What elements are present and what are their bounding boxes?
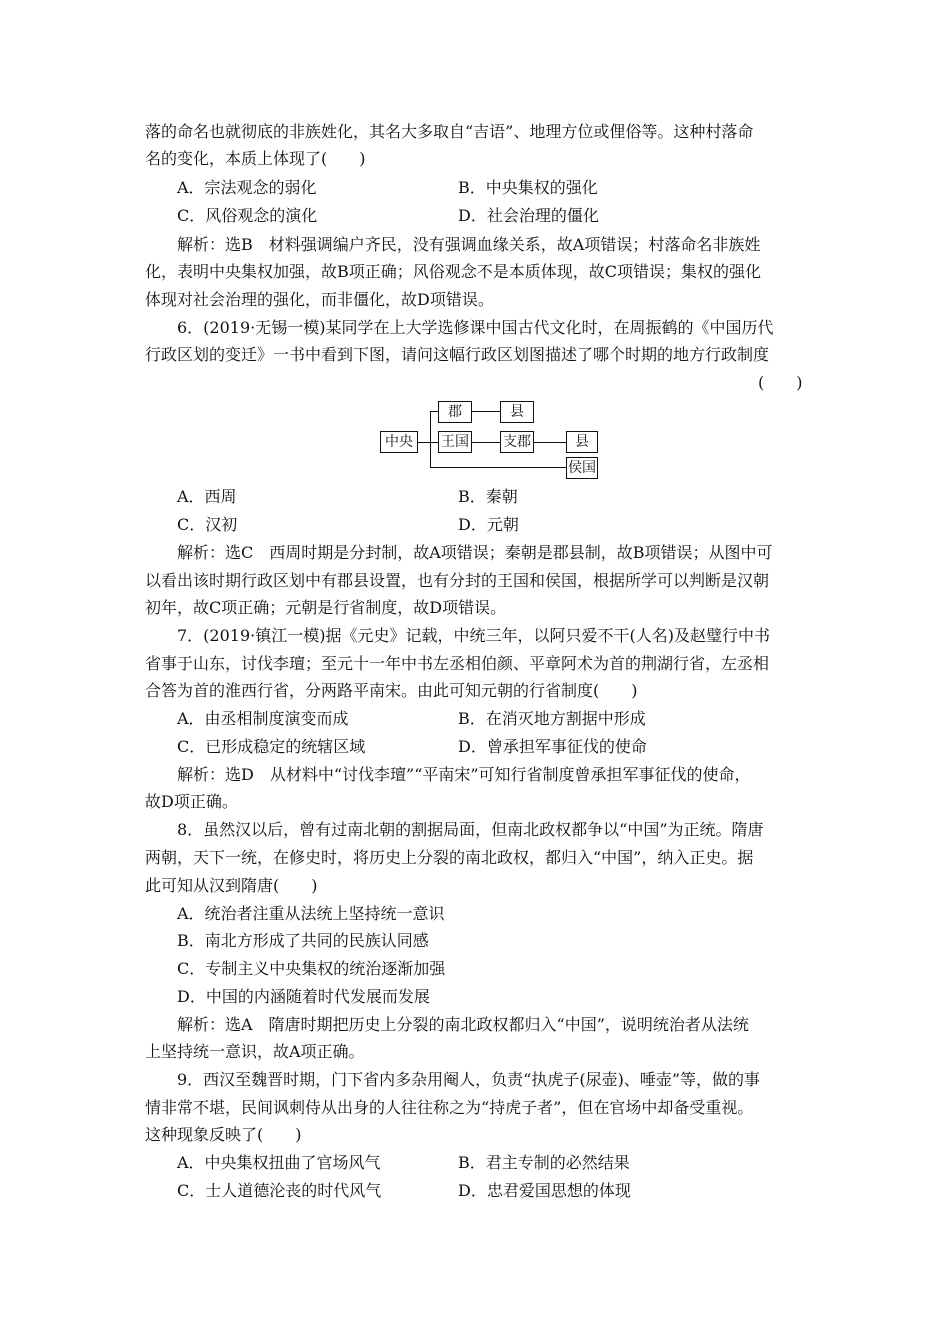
- connector: [430, 442, 438, 443]
- analysis-line: 初年，故C项正确；元朝是行省制度，故D项错误。: [145, 598, 507, 617]
- node-zhijun: 支郡: [500, 431, 534, 453]
- option-d: D．曾承担军事征伐的使命: [458, 737, 647, 756]
- analysis-line: 解析：选C 西周时期是分封制，故A项错误；秦朝是郡县制，故B项错误；从图中可: [177, 543, 773, 562]
- option-a: A．西周: [177, 487, 237, 506]
- text-line: 情非常不堪，民间讽刺侍从出身的人往往称之为“持虎子者”，但在官场中却备受重视。: [145, 1098, 754, 1117]
- option-c: C．士人道德沦丧的时代风气: [177, 1181, 382, 1200]
- analysis-line: 解析：选B 材料强调编户齐民，没有强调血缘关系，故A项错误；村落命名非族姓: [177, 235, 761, 254]
- connector: [534, 442, 566, 443]
- text-line: 两朝，天下一统，在修史时，将历史上分裂的南北政权，都归入“中国”，纳入正史。据: [145, 848, 754, 867]
- option-b: B．君主专制的必然结果: [458, 1153, 630, 1172]
- option-d: D．社会治理的僵化: [458, 206, 599, 225]
- question-8: 8．虽然汉以后，曾有过南北朝的割据局面，但南北政权都争以“中国”为正统。隋唐: [177, 820, 764, 839]
- connector: [430, 411, 438, 412]
- node-xian-top: 县: [500, 401, 534, 423]
- text-line: 合答为首的淮西行省，分两路平南宋。由此可知元朝的行省制度( ): [145, 681, 638, 700]
- question-9: 9．西汉至魏晋时期，门下省内多杂用阉人，负责“执虎子(尿壶)、唾壶”等，做的事: [177, 1070, 761, 1089]
- text-line: 行政区划的变迁》一书中看到下图，请问这幅行政区划图描述了哪个时期的地方行政制度: [145, 345, 770, 364]
- option-b: B．在消灭地方割据中形成: [458, 709, 646, 728]
- question-6: 6．(2019·无锡一模)某同学在上大学选修课中国古代文化时，在周振鹤的《中国历代: [177, 318, 774, 337]
- option-c: C．风俗观念的演化: [177, 206, 318, 225]
- option-a: A．宗法观念的弱化: [177, 178, 317, 197]
- analysis-line: 故D项正确。: [145, 792, 238, 811]
- connector: [430, 467, 566, 468]
- option-a: A．统治者注重从法统上坚持统一意识: [177, 904, 445, 923]
- text-line: 此可知从汉到隋唐( ): [145, 876, 318, 895]
- option-d: D．元朝: [458, 515, 519, 534]
- connector: [472, 442, 500, 443]
- option-b: B．南北方形成了共同的民族认同感: [177, 931, 429, 950]
- question-7: 7．(2019·镇江一模)据《元史》记载，中统三年，以阿只爱不干(人名)及赵璧行中书: [177, 626, 770, 645]
- text-line: 落的命名也就彻底的非族姓化，其名大多取自“吉语”、地理方位或俚俗等。这种村落命: [145, 122, 754, 141]
- analysis-line: 以看出该时期行政区划中有郡县设置，也有分封的王国和侯国，根据所学可以判断是汉朝: [145, 571, 770, 590]
- answer-blank: ( ): [758, 373, 803, 392]
- option-a: A．由丞相制度演变而成: [177, 709, 349, 728]
- option-b: B．秦朝: [458, 487, 518, 506]
- text-line: 名的变化，本质上体现了( ): [145, 149, 366, 168]
- option-d: D．中国的内涵随着时代发展而发展: [177, 987, 430, 1006]
- option-a: A．中央集权扭曲了官场风气: [177, 1153, 381, 1172]
- node-xian-mid: 县: [566, 431, 598, 453]
- connector: [418, 442, 430, 443]
- text-line: 这种现象反映了( ): [145, 1125, 302, 1144]
- connector: [472, 411, 500, 412]
- analysis-line: 解析：选A 隋唐时期把历史上分裂的南北政权都归入“中国”，说明统治者从法统: [177, 1015, 749, 1034]
- connector: [430, 411, 431, 467]
- analysis-line: 解析：选D 从材料中“讨伐李璮”“平南宋”可知行省制度曾承担军事征伐的使命，: [177, 765, 751, 784]
- option-d: D．忠君爱国思想的体现: [458, 1181, 631, 1200]
- node-center: 中央: [380, 431, 418, 453]
- analysis-line: 化，表明中央集权加强，故B项正确；风俗观念不是本质体现，故C项错误；集权的强化: [145, 262, 762, 281]
- analysis-line: 体现对社会治理的强化，而非僵化，故D项错误。: [145, 290, 494, 309]
- node-houguo: 侯国: [566, 457, 598, 479]
- node-jun: 郡: [438, 401, 472, 423]
- option-c: C．专制主义中央集权的统治逐渐加强: [177, 959, 446, 978]
- option-c: C．汉初: [177, 515, 238, 534]
- option-c: C．已形成稳定的统辖区域: [177, 737, 366, 756]
- option-b: B．中央集权的强化: [458, 178, 598, 197]
- analysis-line: 上坚持统一意识，故A项正确。: [145, 1042, 365, 1061]
- node-wangguo: 王国: [438, 431, 472, 453]
- text-line: 省事于山东，讨伐李璮；至元十一年中书左丞相伯颜、平章阿术为首的荆湖行省，左丞相: [145, 654, 770, 673]
- administrative-division-diagram: [370, 396, 610, 486]
